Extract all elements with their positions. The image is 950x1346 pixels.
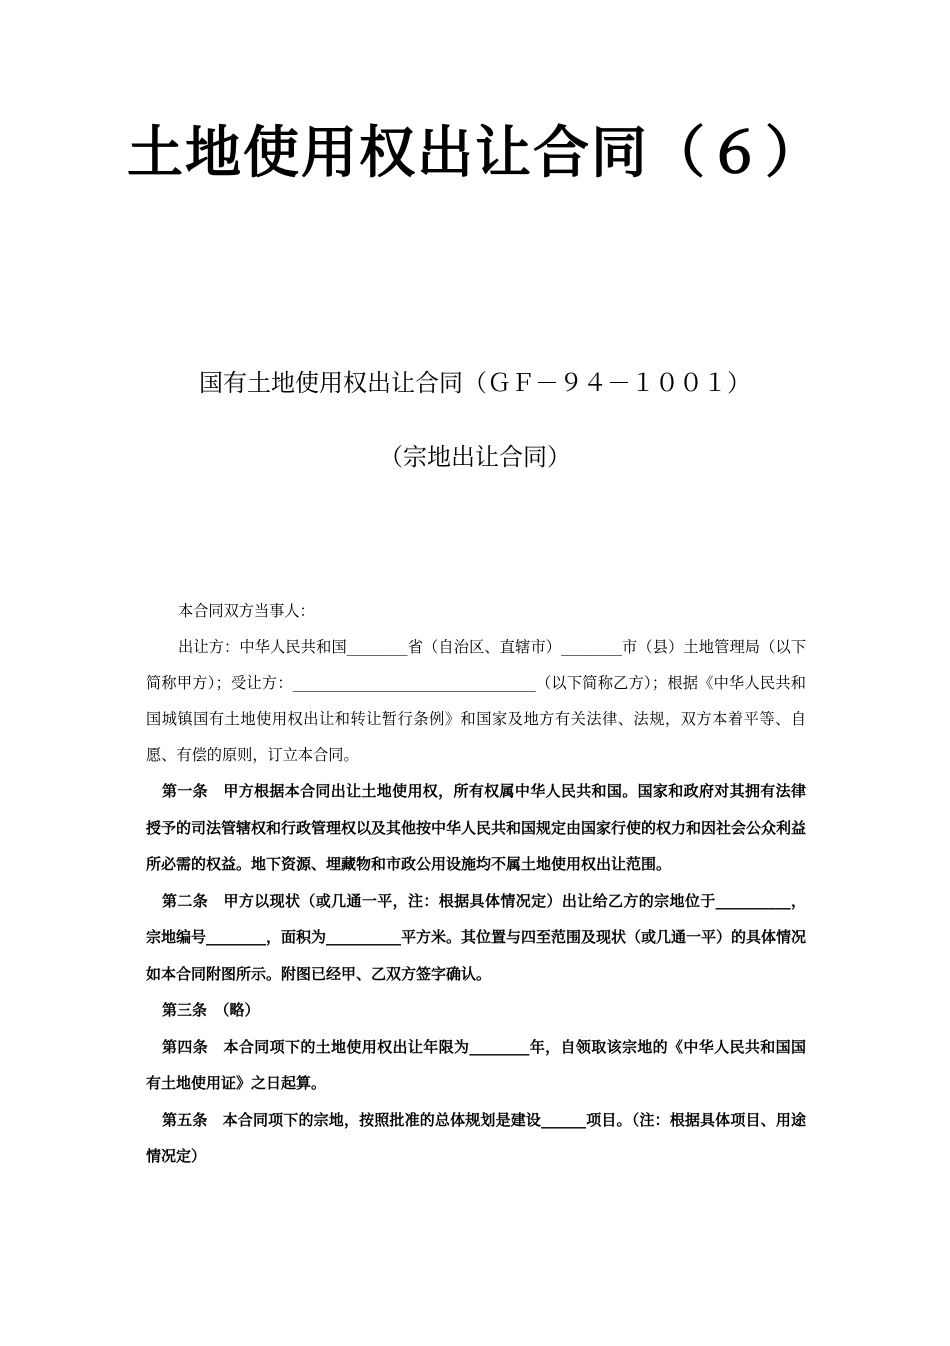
article-3: 第三条 （略） xyxy=(162,1001,260,1019)
article-4: 第四条 本合同项下的土地使用权出让年限为________年，自领取该宗地的《中华人民共和国国有土地使用证》之日起算。 xyxy=(146,1037,806,1092)
contract-body xyxy=(146,593,806,1175)
article-1: 第一条 甲方根据本合同出让土地使用权，所有权属中华人民共和国。国家和政府对其拥有法律授予的司法管辖权和行政管理权以及其他按中华人民共和国规定由国家行使的权力和因社会公众利益所必需的权益。地下资源、埋藏物和市政公用设施均不属土地使用权出让范围。 xyxy=(146,782,807,873)
paragraph: 本合同双方当事人： xyxy=(178,602,315,620)
document-title: 土地使用权出让合同（６） xyxy=(127,120,823,186)
document-subtitle-2: （宗地出让合同） xyxy=(379,443,571,471)
document-subtitle: 国有土地使用权出让合同（ＧＦ－９４－１００１） xyxy=(199,369,751,397)
article-2: 第二条 甲方以现状（或几通一平，注：根据具体情况定）出让给乙方的宗地位于__________，宗地编号________，面积为__________平方米。其位置与四至范围及现状（或几通一平）的具体情况如本合同附图所示。附图已经甲、乙双方签字确认。 xyxy=(146,891,807,983)
article-5: 第五条 本合同项下的宗地，按照批准的总体规划是建设______项目。（注：根据具体项目、用途情况定） xyxy=(146,1110,806,1165)
paragraph: 出让方：中华人民共和国________省（自治区、直辖市）________市（县）土地管理局（以下简称甲方）；受让方：________________________________（以下简称乙方）；根据《中华人民共和国城镇国有土地使用权出让和转让暂行条例》和国家及地方有关法律、法规，双方本着平等、自愿、有偿的原则，订立本合同。 xyxy=(146,638,806,764)
